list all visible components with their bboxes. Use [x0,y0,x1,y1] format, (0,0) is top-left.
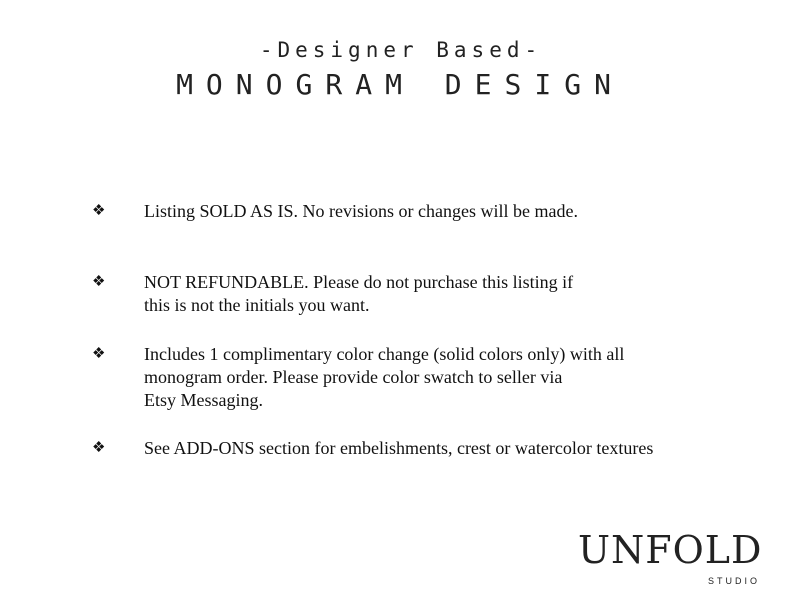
list-item [92,437,653,460]
page-title: MONOGRAM DESIGN [176,68,624,101]
list-item-text: Etsy Messaging. [144,390,263,410]
header [0,38,794,101]
list-item-text: Includes 1 complimentary color change (solid colors only) with all [144,344,625,364]
diamond-bullet-icon: ❖ [92,440,106,456]
list-item-text: NOT REFUNDABLE. Please do not purchase this listing if [144,272,574,292]
list-item-text: this is not the initials you want. [144,295,370,315]
diamond-bullet-icon: ❖ [92,346,106,362]
list-item [92,271,573,317]
list-item-text: monogram order. Please provide color swatch to seller via [144,367,563,387]
unfold-studio-logo [578,528,768,590]
list-item [92,343,624,412]
page-subtitle: -Designer Based- [259,38,543,62]
list-item-text: See ADD-ONS section for embelishments, crest or watercolor textures [144,438,654,458]
list-item [92,200,578,223]
diamond-bullet-icon: ❖ [92,203,106,219]
list-item-text: Listing SOLD AS IS. No revisions or changes will be made. [144,201,578,221]
diamond-bullet-icon: ❖ [92,274,106,290]
logo-subtext: STUDIO [707,576,760,586]
logo-wordmark: UNFOLD [578,528,763,572]
